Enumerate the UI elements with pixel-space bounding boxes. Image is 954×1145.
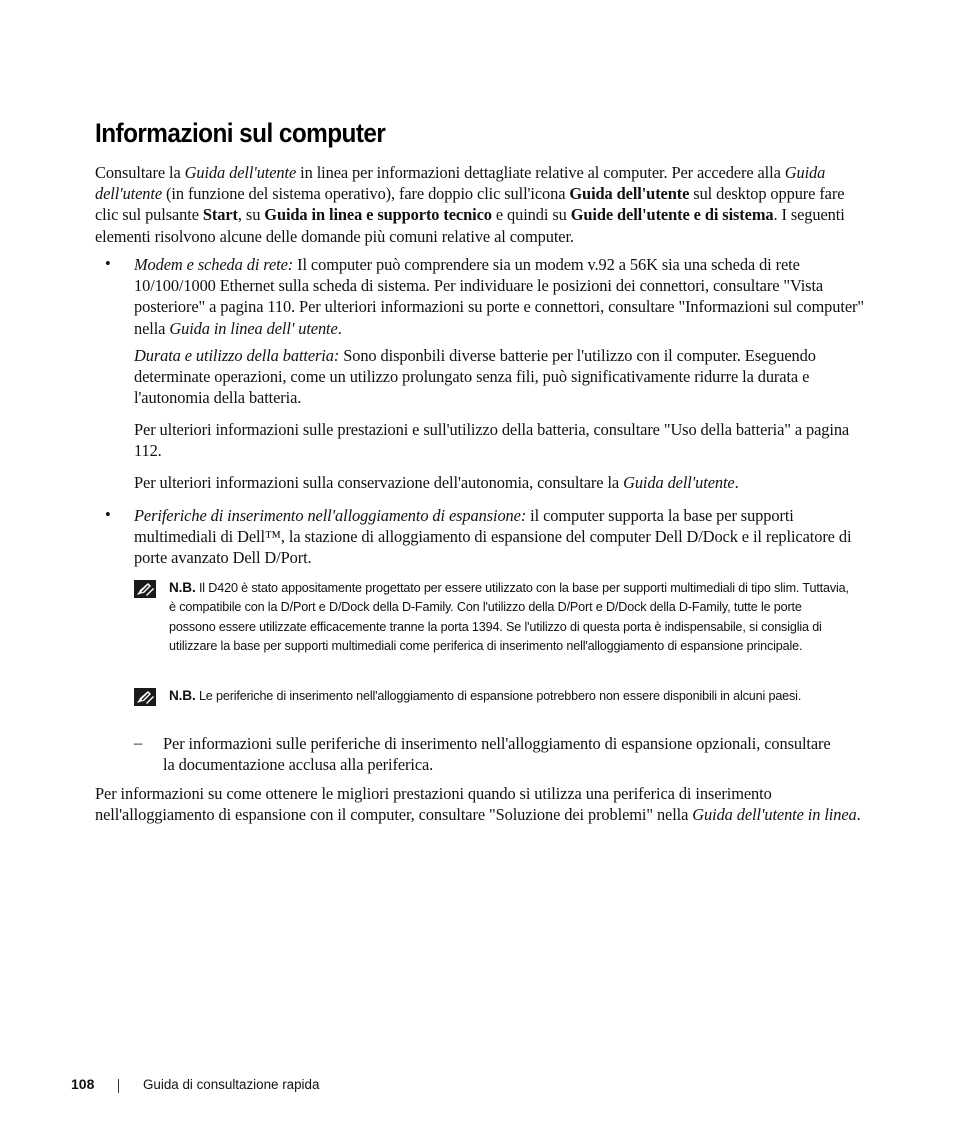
optional-devices-info: Per informazioni sulle periferiche di inserimento nell'alloggiamento di espansione opzionali, consultare la documentazione acclusa alla periferica.: [163, 734, 831, 775]
item-battery: Durata e utilizzo della batteria: Sono disponbili diverse batterie per l'utilizzo con il computer. Eseguendo determinate operazioni, come un utilizzo prolungato senza fili, può significativamente ridurre la durata e l'autonomia della batteria.: [134, 346, 816, 408]
dash-marker: –: [134, 733, 143, 752]
page-title: Informazioni sul computer: [95, 118, 386, 148]
battery-more-info: Per ulteriori informazioni sulle prestazioni e sull'utilizzo della batteria, consultare "Uso della batteria" a pagina 112.: [134, 420, 850, 461]
bullet-marker: •: [105, 505, 111, 524]
conservation-info: Per ulteriori informazioni sulla conservazione dell'autonomia, consultare la Guida dell'utente.: [134, 473, 739, 492]
page-number: 108: [71, 1076, 95, 1092]
bullet-marker: •: [105, 254, 111, 273]
note-availability: N.B. Le periferiche di inserimento nell'alloggiamento di espansione potrebbero non essere disponibili in alcuni paesi.: [169, 688, 802, 703]
pencil-note-icon: [134, 580, 156, 598]
closing-paragraph: Per informazioni su come ottenere le migliori prestazioni quando si utilizza una periferica di inserimento nell'alloggiamento di espansione con il computer, consultare "Soluzione dei problemi" nella Guida dell'utente in linea.: [95, 784, 861, 825]
note-d420: N.B. Il D420 è stato appositamente progettato per essere utilizzato con la base per supporti multimediali di tipo slim. Tuttavia, è compatibile con la D/Port e D/Dock della D-Family. Con l'utilizzo della D/Port e D/Dock della D-Family, tutte le porte possono essere utilizzate efficacemente tranne la porta 1394. Se l'utilizzo di questa porta è indispensabile, si consiglia di utilizzare la base per supporti multimediali come periferica di inserimento nell'alloggiamento di espansione principale.: [169, 580, 849, 653]
pencil-note-icon: [134, 688, 156, 706]
footer-divider: [118, 1079, 119, 1093]
item-expansion-devices: Periferiche di inserimento nell'alloggiamento di espansione: il computer supporta la base per supporti multimediali di Dell™, la stazione di alloggiamento di espansione del computer Dell D/Dock e il replicatore di porte avanzato Dell D/Port.: [134, 506, 852, 568]
footer-title: Guida di consultazione rapida: [143, 1077, 320, 1092]
intro-paragraph: Consultare la Guida dell'utente in linea per informazioni dettagliate relative al computer. Per accedere alla Guida dell'utente (in funzione del sistema operativo), fare doppio clic sull'icona Guida dell'utente sul desktop oppure fare clic sul pulsante Start, su Guida in linea e supporto tecnico e quindi su Guide dell'utente e di sistema. I seguenti elementi risolvono alcune delle domande più comuni relative al computer.: [95, 163, 845, 246]
item-modem-network: Modem e scheda di rete: Il computer può comprendere sia un modem v.92 a 56K sia una scheda di rete 10/100/1000 Ethernet sulla scheda di sistema. Per individuare le posizioni dei connettori, consultare "Vista posteriore" a pagina 110. Per ulteriori informazioni su porte e connettori, consultare "Informazioni sul computer" nella Guida in linea dell' utente.: [134, 255, 864, 338]
